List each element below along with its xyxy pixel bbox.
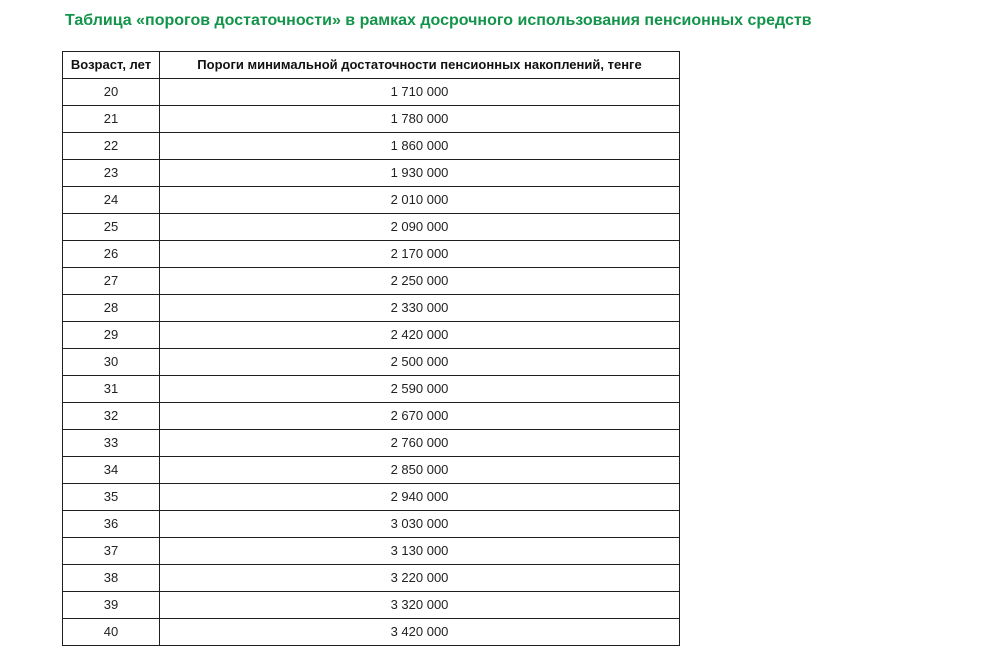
table-row (63, 457, 680, 484)
table-row (63, 133, 680, 160)
cell-threshold: 2 090 000 (160, 214, 680, 241)
cell-age: 39 (63, 592, 160, 619)
cell-age: 23 (63, 160, 160, 187)
table-row (63, 106, 680, 133)
cell-threshold: 2 760 000 (160, 430, 680, 457)
table-row (63, 79, 680, 106)
table-row (63, 592, 680, 619)
cell-age: 36 (63, 511, 160, 538)
cell-age: 27 (63, 268, 160, 295)
cell-age: 22 (63, 133, 160, 160)
cell-threshold: 3 030 000 (160, 511, 680, 538)
cell-threshold: 2 590 000 (160, 376, 680, 403)
page-title: Таблица «порогов достаточности» в рамках досрочного использования пенсионных средств (65, 12, 812, 29)
cell-threshold: 3 220 000 (160, 565, 680, 592)
table-row (63, 160, 680, 187)
cell-age: 25 (63, 214, 160, 241)
table-row (63, 565, 680, 592)
cell-age: 26 (63, 241, 160, 268)
table-header-row (63, 52, 680, 79)
cell-age: 37 (63, 538, 160, 565)
table-row (63, 295, 680, 322)
threshold-table (62, 51, 680, 646)
table-row (63, 430, 680, 457)
table-row (63, 241, 680, 268)
cell-age: 29 (63, 322, 160, 349)
cell-age: 28 (63, 295, 160, 322)
table-row (63, 322, 680, 349)
table-row (63, 187, 680, 214)
cell-threshold: 2 420 000 (160, 322, 680, 349)
cell-age: 21 (63, 106, 160, 133)
cell-age: 38 (63, 565, 160, 592)
cell-threshold: 1 780 000 (160, 106, 680, 133)
column-header-age: Возраст, лет (63, 52, 160, 79)
cell-age: 34 (63, 457, 160, 484)
cell-threshold: 2 330 000 (160, 295, 680, 322)
cell-threshold: 3 130 000 (160, 538, 680, 565)
table-row (63, 268, 680, 295)
cell-threshold: 2 850 000 (160, 457, 680, 484)
table-row (63, 484, 680, 511)
column-header-threshold: Пороги минимальной достаточности пенсионных накоплений, тенге (160, 52, 680, 79)
table-row (63, 619, 680, 646)
cell-age: 40 (63, 619, 160, 646)
cell-threshold: 2 500 000 (160, 349, 680, 376)
cell-threshold: 3 420 000 (160, 619, 680, 646)
cell-age: 30 (63, 349, 160, 376)
cell-age: 33 (63, 430, 160, 457)
table-row (63, 376, 680, 403)
cell-threshold: 1 710 000 (160, 79, 680, 106)
table-row (63, 214, 680, 241)
cell-threshold: 2 250 000 (160, 268, 680, 295)
cell-age: 32 (63, 403, 160, 430)
cell-threshold: 2 010 000 (160, 187, 680, 214)
cell-threshold: 1 860 000 (160, 133, 680, 160)
table-row (63, 511, 680, 538)
table-body (63, 79, 680, 646)
cell-age: 20 (63, 79, 160, 106)
cell-threshold: 1 930 000 (160, 160, 680, 187)
cell-age: 31 (63, 376, 160, 403)
table-row (63, 349, 680, 376)
cell-age: 24 (63, 187, 160, 214)
table-row (63, 403, 680, 430)
cell-threshold: 2 670 000 (160, 403, 680, 430)
table-row (63, 538, 680, 565)
cell-threshold: 2 940 000 (160, 484, 680, 511)
cell-threshold: 3 320 000 (160, 592, 680, 619)
cell-threshold: 2 170 000 (160, 241, 680, 268)
cell-age: 35 (63, 484, 160, 511)
